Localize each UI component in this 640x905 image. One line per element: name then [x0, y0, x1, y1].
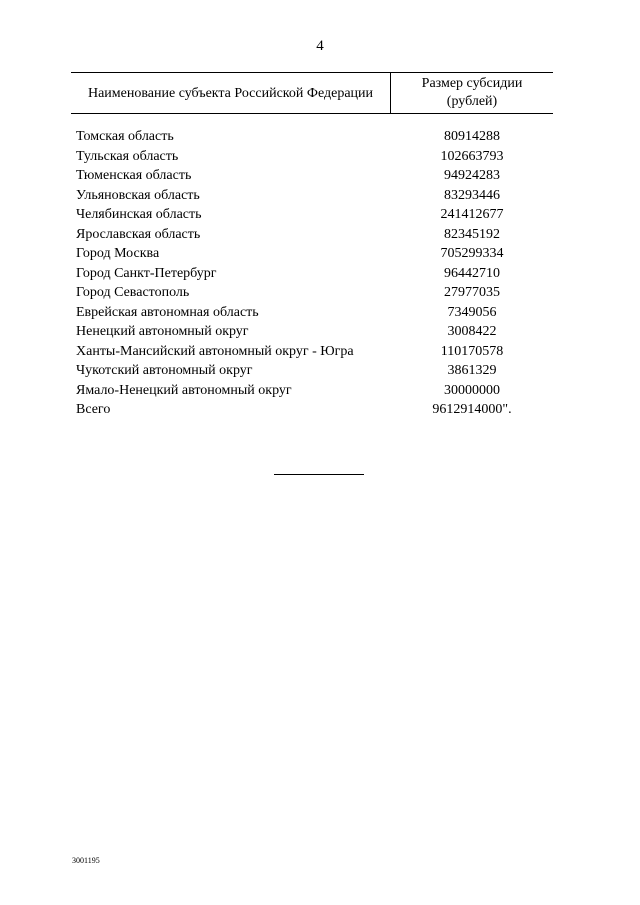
row-total-label: Всего: [76, 402, 111, 417]
table-row: [76, 225, 556, 245]
row-subsidy-amount: 94924283: [444, 168, 500, 183]
table-row: [76, 166, 556, 186]
row-subsidy-amount: 82345192: [444, 226, 500, 242]
row-subject-name: Город Севастополь: [76, 285, 190, 300]
header-subsidy-amount: [391, 75, 553, 111]
row-subsidy-amount: 3861329: [447, 363, 497, 378]
header-amount-line1: Размер субсидии: [421, 76, 523, 91]
table-row: [76, 303, 556, 323]
row-subject-name: Чукотский автономный округ: [76, 363, 253, 378]
table-row: [76, 342, 556, 362]
row-subsidy-amount: 83293446: [444, 187, 500, 203]
row-subject-name: Ульяновская область: [76, 187, 200, 203]
row-subsidy-amount: 7349056: [447, 304, 497, 320]
table-row: [76, 205, 556, 225]
table-row: [76, 264, 556, 284]
row-subject-name: Тюменская область: [76, 168, 192, 183]
row-subject-name: Ямало-Ненецкий автономный округ: [76, 382, 292, 398]
table-body: [76, 127, 556, 420]
row-subject-name: Город Санкт-Петербург: [76, 265, 217, 281]
row-subsidy-amount: 3008422: [447, 324, 497, 339]
table-row: [76, 283, 556, 303]
page-number: 4: [316, 38, 324, 54]
row-subject-name: Еврейская автономная область: [76, 304, 259, 320]
table-row: [76, 127, 556, 147]
header-amount-line2: (рублей): [446, 94, 498, 109]
row-subject-name: Челябинская область: [76, 207, 202, 222]
row-subsidy-amount: 102663793: [440, 148, 504, 164]
document-code: 3001195: [72, 856, 100, 865]
table-row-total: [76, 400, 556, 420]
table-header: [71, 72, 553, 114]
table-row: [76, 186, 556, 206]
table-row: [76, 322, 556, 342]
header-subject-name: Наименование субъекта Российской Федерации: [87, 86, 374, 101]
table-row: [76, 381, 556, 401]
row-subject-name: Ханты-Мансийский автономный округ - Югра: [76, 343, 354, 359]
row-subject-name: Тульская область: [76, 148, 179, 164]
row-subject-name: Ненецкий автономный округ: [76, 324, 249, 339]
row-subject-name: Томская область: [76, 129, 174, 144]
end-of-section-divider: [274, 474, 364, 475]
row-subsidy-amount: 96442710: [444, 265, 500, 281]
row-subsidy-amount: 30000000: [444, 382, 500, 398]
row-total-amount: 9612914000".: [432, 402, 512, 417]
row-subsidy-amount: 241412677: [440, 207, 504, 222]
row-subsidy-amount: 80914288: [444, 129, 500, 144]
table-row: [76, 147, 556, 167]
row-subsidy-amount: 27977035: [444, 285, 500, 300]
row-subsidy-amount: 705299334: [440, 246, 504, 261]
row-subject-name: Город Москва: [76, 246, 160, 261]
table-row: [76, 244, 556, 264]
row-subject-name: Ярославская область: [76, 226, 201, 242]
table-row: [76, 361, 556, 381]
row-subsidy-amount: 110170578: [440, 343, 504, 359]
